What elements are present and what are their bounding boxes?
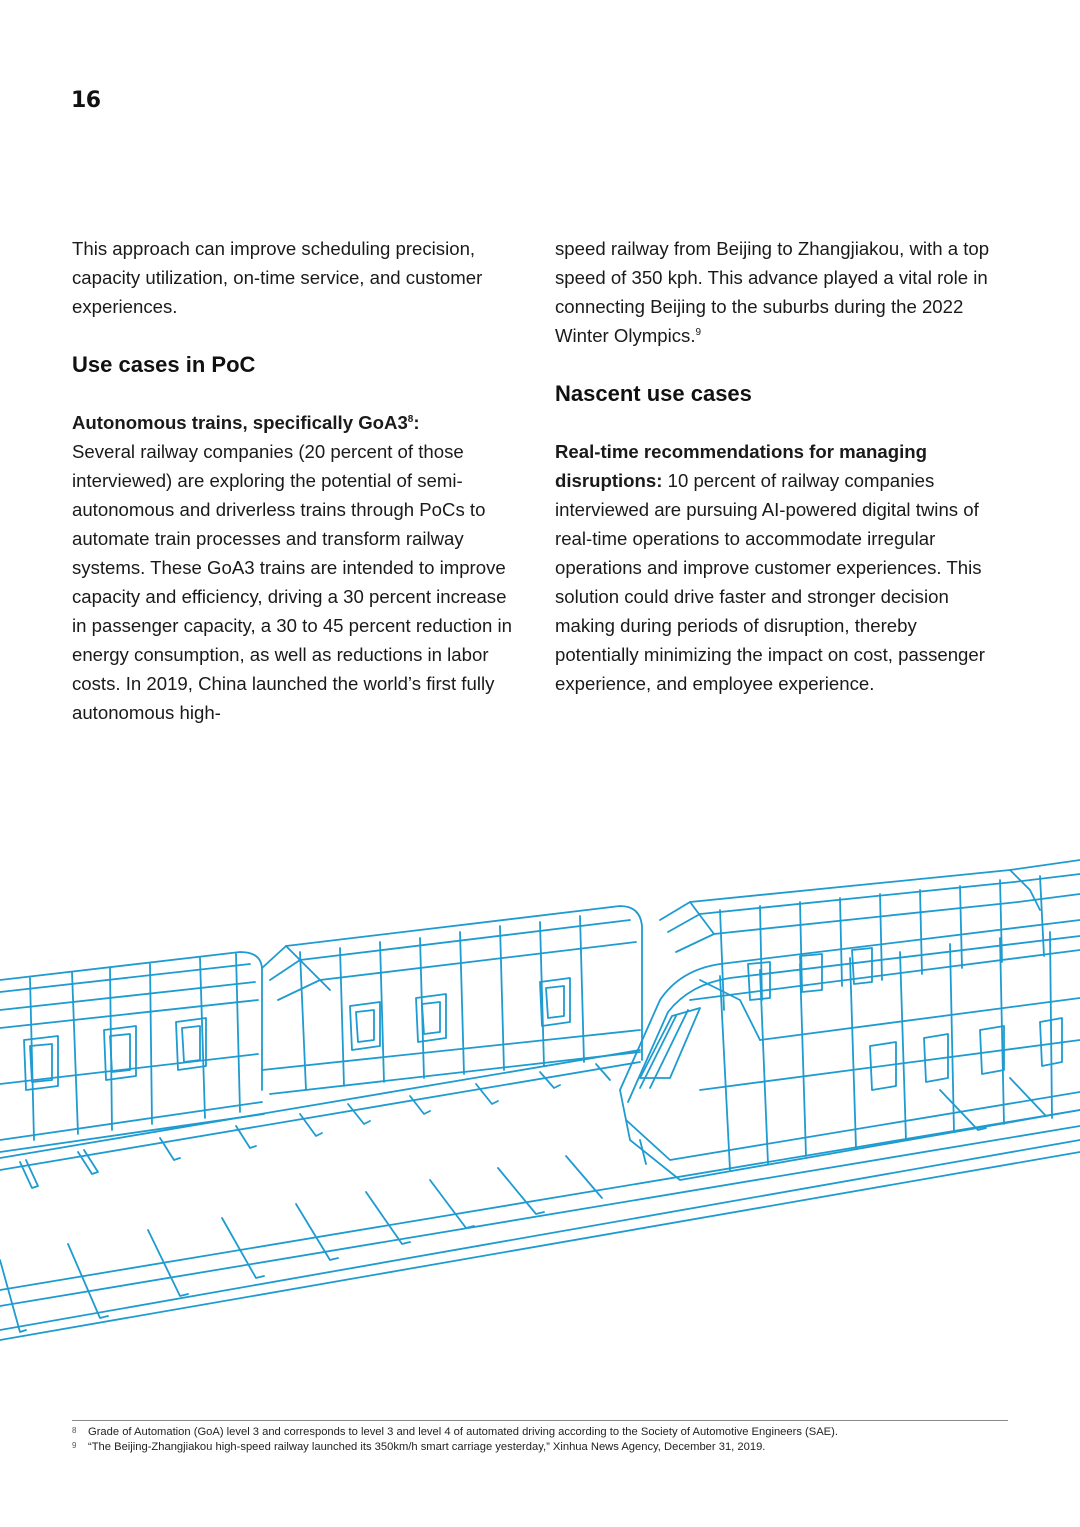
train-illustration — [0, 840, 1080, 1370]
train-line-drawing — [0, 840, 1080, 1370]
section-heading-nascent: Nascent use cases — [555, 381, 752, 406]
footnote-ref-8[interactable]: 8 — [407, 414, 414, 425]
section-heading-poc: Use cases in PoC — [72, 352, 256, 377]
page-number: 16 — [71, 88, 101, 113]
right-column — [555, 234, 1005, 698]
footnote-number: 9 — [72, 1441, 77, 1450]
use-case-body: 10 percent of railway companies interviewed are pursuing AI-powered digital twins of real-time operations to accommodate irregular operations and improve customer experiences. This solution could drive faster and stronger decision making during periods of disruption, thereby potentially minimizing the impact on cost, passenger experience, and employee experience. — [555, 470, 985, 694]
lead-colon: : — [413, 412, 420, 433]
use-case-lead-text: Autonomous trains, specifically GoA3 — [72, 412, 408, 433]
use-case-lead: Real-time recommendations for managing disruptions: — [555, 441, 927, 491]
use-case-autonomous-trains — [72, 408, 522, 727]
footnote-text: “The Beijing-Zhangjiakou high-speed railway launched its 350km/h smart carriage yesterday,” Xinhua News Agency, December 31, 2019. — [88, 1441, 766, 1453]
footnote-text: Grade of Automation (GoA) level 3 and corresponds to level 3 and level 4 of automated driving according to the Society of Automotive Engineers (SAE). — [88, 1426, 838, 1438]
continuation-paragraph — [555, 234, 1005, 350]
use-case-body: Several railway companies (20 percent of those interviewed) are exploring the potential of semi-autonomous and driverless trains through PoCs to automate train processes and transform railway systems. These GoA3 trains are intended to improve capacity and efficiency, driving a 30 percent increase in passenger capacity, a 30 to 45 percent reduction in energy consumption, as well as reductions in labor costs. In 2019, China launched the world’s first fully autonomous high- — [72, 441, 512, 723]
sleepers — [0, 1078, 1046, 1332]
footnotes — [72, 1425, 1022, 1455]
footnote-number: 8 — [72, 1426, 77, 1435]
rail-track-back — [0, 1050, 640, 1188]
intro-paragraph: This approach can improve scheduling precision, capacity utilization, on-time service, and customer experiences. — [72, 238, 483, 317]
footnote-ref-9[interactable]: 9 — [695, 327, 702, 338]
use-case-lead — [72, 412, 420, 433]
footnote-8 — [72, 1425, 1022, 1440]
left-column — [72, 234, 522, 727]
continuation-text: speed railway from Beijing to Zhangjiakou, with a top speed of 350 kph. This advance played a vital role in connecting Beijing to the suburbs during the 2022 Winter Olympics. — [555, 238, 990, 346]
train-right-back — [660, 860, 1080, 1010]
use-case-disruptions — [555, 437, 1005, 698]
footnote-divider — [72, 1420, 1008, 1421]
footnote-9 — [72, 1440, 1022, 1455]
